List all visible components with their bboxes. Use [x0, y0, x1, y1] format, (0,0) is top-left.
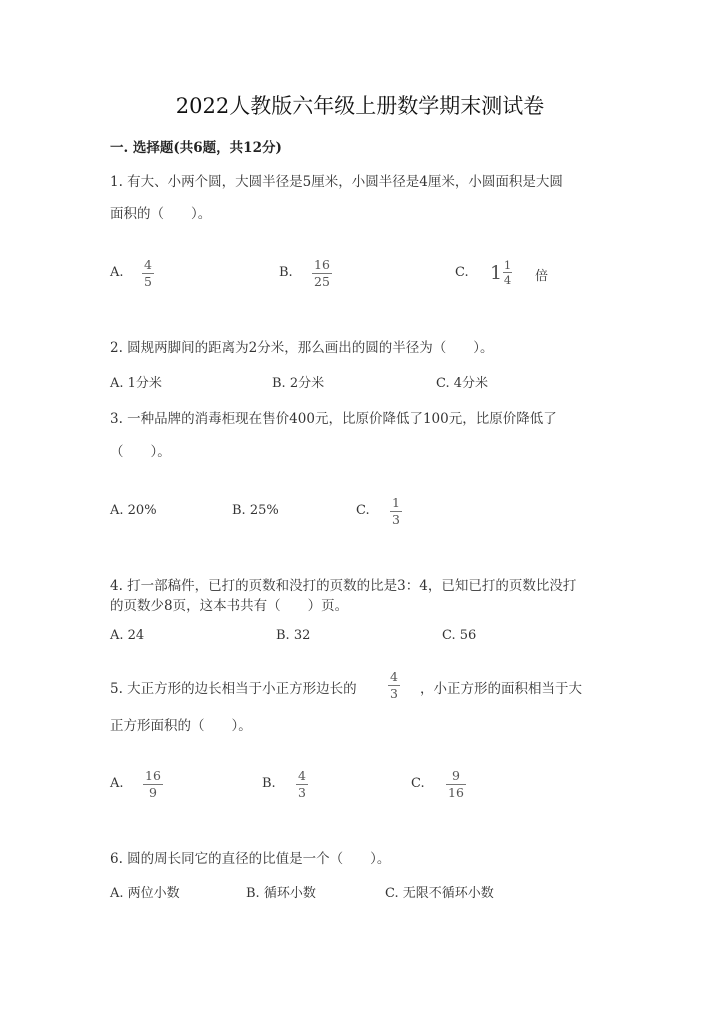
q1-option-c-suffix: 倍 [535, 269, 549, 284]
q3-option-b: B. 25% [232, 503, 279, 518]
q5-inline-fraction [388, 670, 400, 701]
fraction-denominator: 3 [390, 686, 398, 701]
fraction-denominator: 16 [448, 785, 464, 800]
question-5-line-2: 正方形面积的（ ）。 [110, 718, 252, 734]
fraction-denominator: 3 [392, 512, 400, 527]
question-5-line-1a: 5. 大正方形的边长相当于小正方形边长的 [110, 681, 357, 697]
question-4-line-1: 4. 打一部稿件，已打的页数和没打的页数的比是3：4，已知已打的页数比没打 [110, 578, 577, 594]
fraction-numerator: 4 [390, 669, 398, 684]
question-2-line-1: 2. 圆规两脚间的距离为2分米，那么画出的圆的半径为（ ）。 [110, 340, 494, 356]
q6-option-c: C. 无限不循环小数 [385, 886, 494, 901]
fraction-numerator: 4 [144, 257, 152, 272]
mixed-fraction [503, 259, 512, 286]
question-4-line-2: 的页数少8页，这本书共有（ ）页。 [110, 598, 349, 614]
q6-option-a: A. 两位小数 [110, 886, 180, 901]
mixed-whole: 1 [490, 261, 503, 284]
fraction-numerator: 16 [314, 257, 330, 272]
q4-option-c: C. 56 [442, 628, 477, 643]
question-6-line-1: 6. 圆的周长同它的直径的比值是一个（ ）。 [110, 851, 391, 867]
fraction-denominator: 25 [314, 274, 330, 289]
fraction-numerator: 1 [503, 258, 512, 272]
fraction-numerator: 16 [145, 768, 161, 783]
section-heading: 一. 选择题(共6题，共12分) [110, 140, 282, 156]
fraction-denominator: 9 [148, 785, 157, 800]
fraction-numerator: 4 [298, 768, 306, 783]
q2-option-b: B. 2分米 [272, 376, 325, 391]
q5-option-b-fraction [296, 769, 308, 800]
question-1-line-1: 1. 有大、小两个圆，大圆半径是5厘米，小圆半径是4厘米，小圆面积是大圆 [110, 174, 563, 190]
fraction-denominator: 5 [144, 274, 152, 289]
q1-option-a-label: A. [110, 265, 124, 280]
q6-option-b: B. 循环小数 [246, 886, 316, 901]
q5-option-a-fraction [143, 769, 163, 800]
page-title: 2022人教版六年级上册数学期末测试卷 [175, 94, 545, 118]
question-5-line-1b: ，小正方形的面积相当于大 [420, 681, 582, 697]
fraction-denominator: 3 [298, 785, 306, 800]
q5-option-c-label: C. [411, 776, 425, 791]
fraction-numerator: 1 [392, 495, 400, 510]
q1-option-c-label: C. [455, 265, 469, 280]
fraction-numerator: 9 [451, 768, 460, 783]
q5-option-c-fraction [446, 769, 466, 800]
q3-option-c-label: C. [356, 503, 370, 518]
q1-option-b-label: B. [279, 265, 293, 280]
q5-option-a-label: A. [110, 776, 124, 791]
q4-option-b: B. 32 [276, 628, 311, 643]
q1-option-a-fraction [142, 258, 154, 289]
q3-option-a: A. 20% [110, 503, 157, 518]
q1-option-c-mixed-number [490, 259, 512, 286]
question-3-line-2: （ ）。 [110, 444, 171, 460]
q3-option-c-fraction [390, 496, 402, 527]
q1-option-b-fraction [312, 258, 332, 289]
q2-option-c: C. 4分米 [436, 376, 489, 391]
fraction-denominator: 4 [503, 273, 512, 287]
question-1-line-2: 面积的（ ）。 [110, 206, 212, 222]
q5-option-b-label: B. [262, 776, 276, 791]
q4-option-a: A. 24 [110, 628, 145, 643]
question-3-line-1: 3. 一种品牌的消毒柜现在售价400元，比原价降低了100元，比原价降低了 [110, 411, 557, 427]
q2-option-a: A. 1分米 [110, 376, 162, 391]
